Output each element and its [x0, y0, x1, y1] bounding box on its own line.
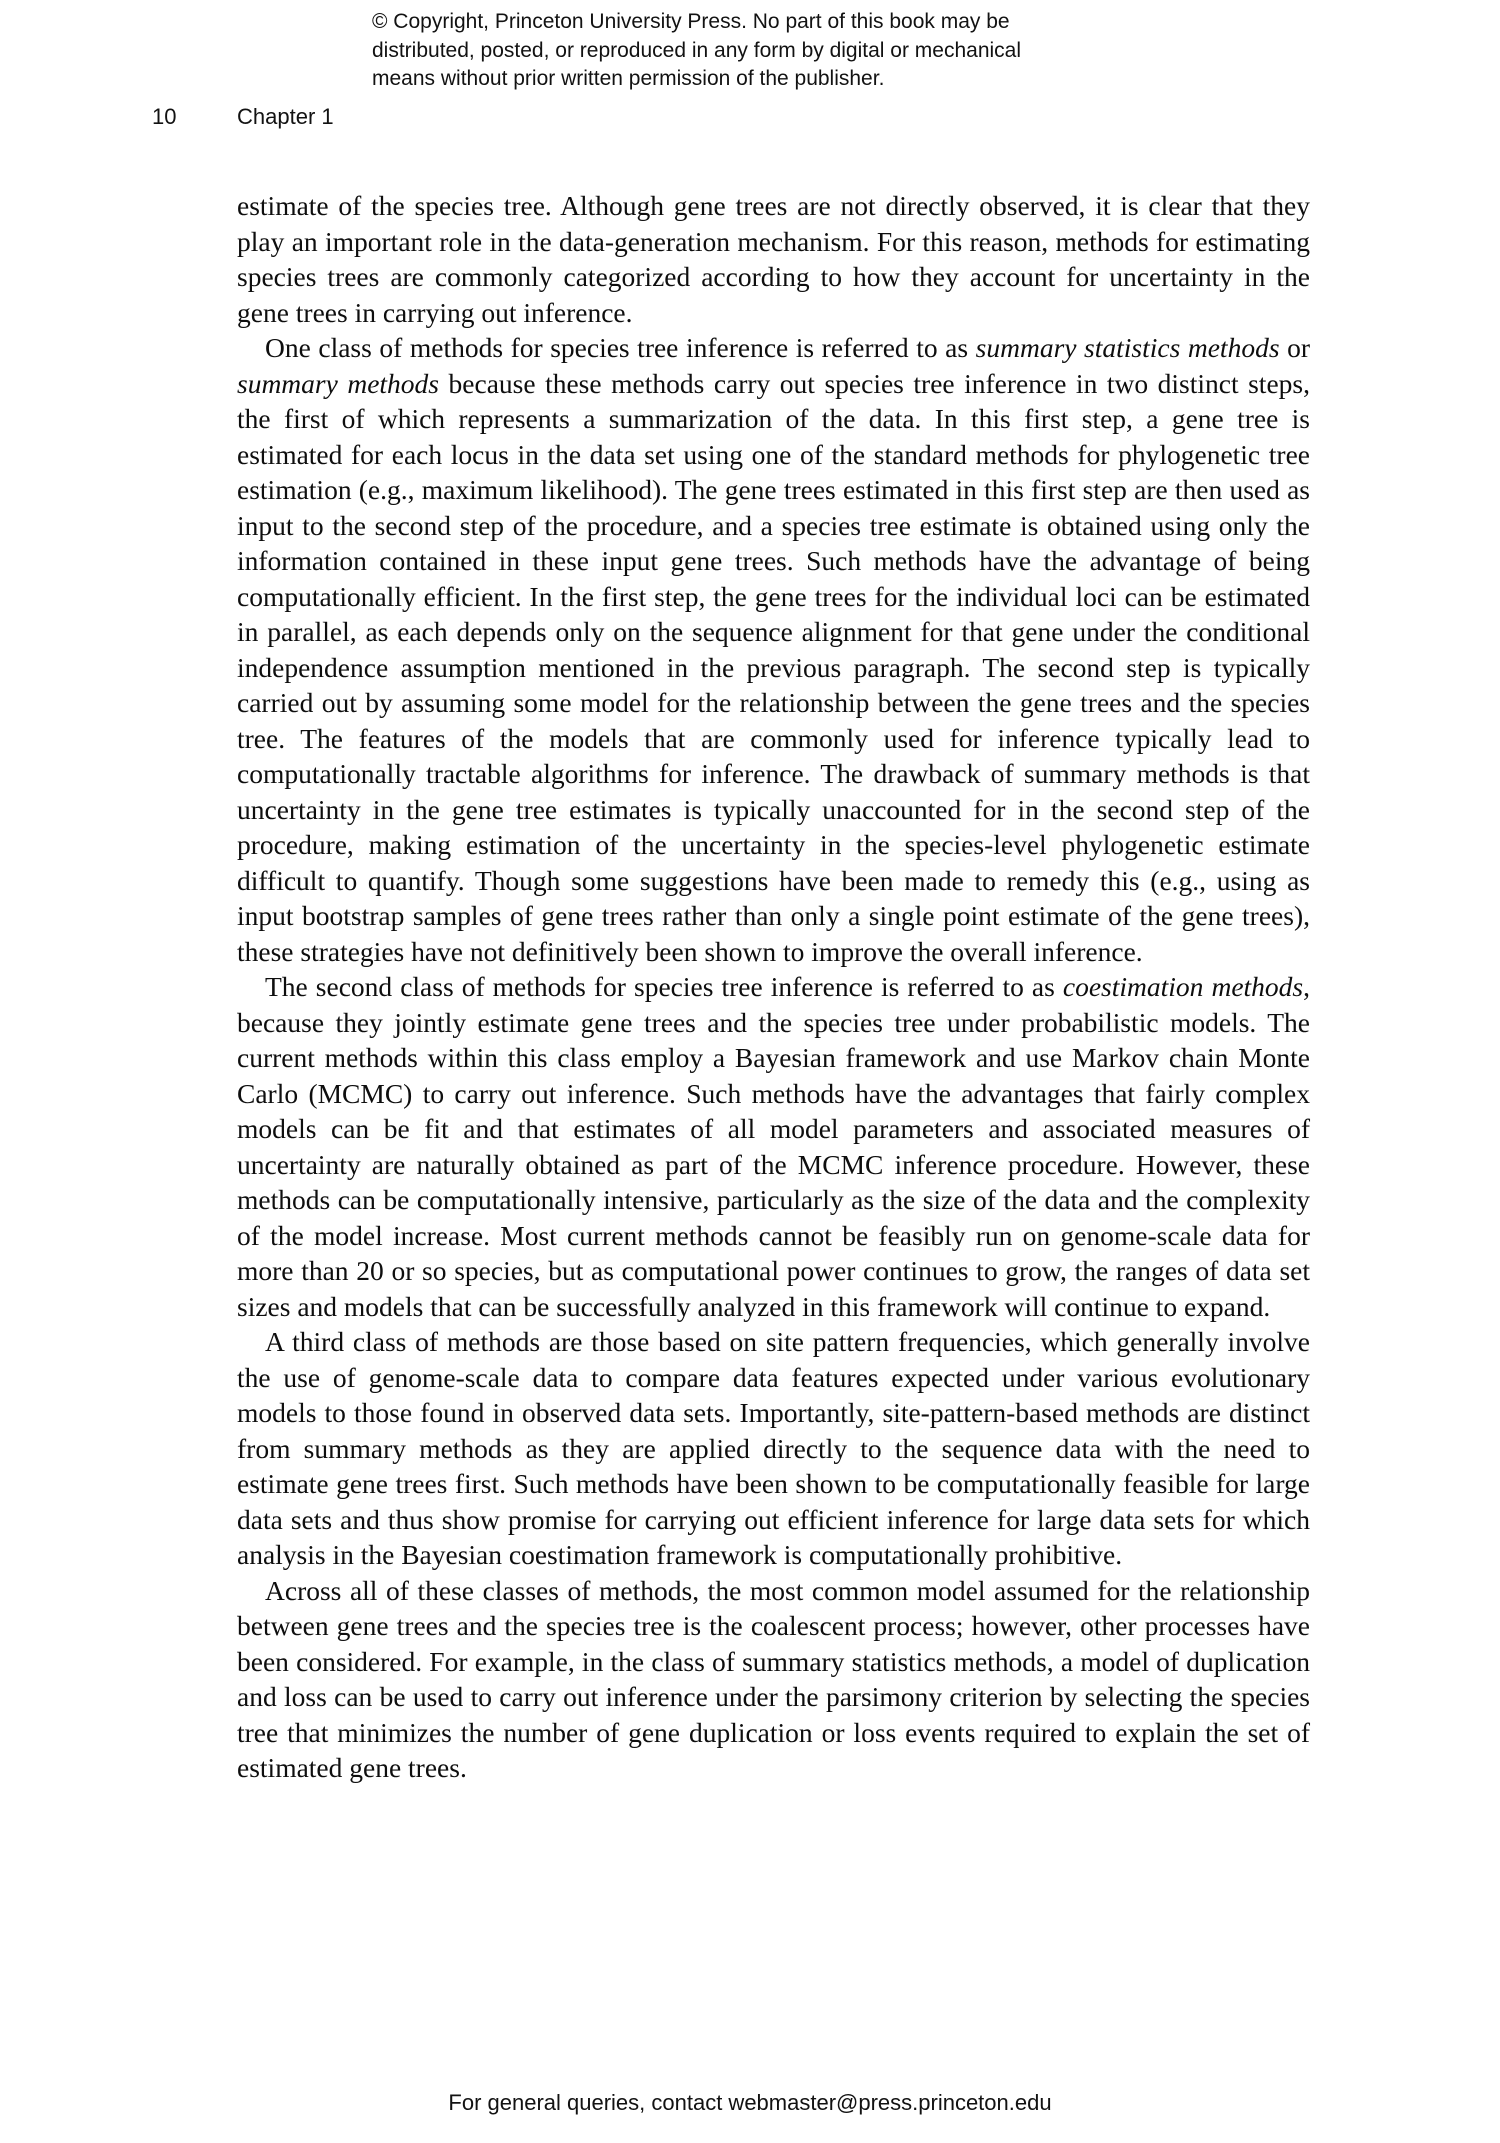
italic-text-run: coestimation methods	[1062, 971, 1304, 1002]
paragraph	[237, 1573, 1310, 1786]
copyright-notice	[372, 8, 1021, 94]
body-text	[237, 188, 1310, 1786]
running-header	[0, 104, 1500, 134]
text-run: Across all of these classes of methods, the most common model assumed for the relationship between gene trees and the species tree is the coalescent process; however, other processes have been considered. For example, in the class of summary statistics methods, a model of duplication and loss can be used to carry out inference under the parsimony criterion by selecting the species tree that minimizes the number of gene duplication or loss events required to explain the set of estimated gene trees.	[237, 1574, 1310, 1783]
paragraph	[237, 1324, 1310, 1573]
paragraph	[237, 330, 1310, 969]
text-run: , because they jointly estimate gene trees and the species tree under probabilistic models. The current methods within this class employ a Bayesian framework and use Markov chain Monte Carlo (MCMC) to carry out inference. Such methods have the advantages that fairly complex models can be fit and that estimates of all model parameters and associated measures of uncertainty are naturally obtained as part of the MCMC inference procedure. However, these methods can be computationally intensive, particularly as the size of the data and the complexity of the model increase. Most current methods cannot be feasibly run on genome-scale data for more than 20 or so species, but as computational power continues to grow, the ranges of data set sizes and models that can be successfully analyzed in this framework will continue to expand.	[237, 971, 1310, 1322]
text-run: or	[1279, 332, 1310, 363]
chapter-title: Chapter 1	[237, 104, 334, 129]
text-run: One class of methods for species tree inference is referred to as	[265, 332, 976, 363]
text-run: A third class of methods are those based on site pattern frequencies, which generally involve the use of genome-scale data to compare data features expected under various evolutionary models to those found in observed data sets. Importantly, site-pattern-based methods are distinct from summary methods as they are applied directly to the sequence data with the need to estimate gene trees first. Such methods have been shown to be computationally feasible for large data sets and thus show promise for carrying out efficient inference for large data sets for which analysis in the Bayesian coestimation framework is computationally prohibitive.	[237, 1326, 1310, 1570]
text-run: because these methods carry out species tree inference in two distinct steps, the first of which represents a summarization of the data. In this first step, a gene tree is estimated for each locus in the data set using one of the standard methods for phylogenetic tree estimation (e.g., maximum likelihood). The gene trees estimated in this first step are then used as input to the second step of the procedure, and a species tree estimate is obtained using only the information contained in these input gene trees. Such methods have the advantage of being computationally efficient. In the first step, the gene trees for the individual loci can be estimated in parallel, as each depends only on the sequence alignment for that gene under the conditional independence assumption mentioned in the previous paragraph. The second step is typically carried out by assuming some model for the relationship between the gene trees and the species tree. The features of the models that are commonly used for inference typically lead to computationally tractable algorithms for inference. The drawback of summary methods is that uncertainty in the gene tree estimates is typically unaccounted for in the second step of the procedure, making estimation of the uncertainty in the species-level phylogenetic estimate difficult to quantify. Though some suggestions have been made to remedy this (e.g., using as input bootstrap samples of gene trees rather than only a single point estimate of the gene trees), these strategies have not definitively been shown to improve the overall inference.	[237, 367, 1310, 967]
page-number: 10	[152, 104, 177, 129]
copyright-line: © Copyright, Princeton University Press. No part of this book may be	[372, 10, 1010, 33]
footer-note: For general queries, contact webmaster@press.princeton.edu	[448, 2090, 1052, 2115]
paragraph	[237, 969, 1310, 1324]
copyright-line: means without prior written permission of the publisher.	[372, 67, 885, 90]
text-run: estimate of the species tree. Although gene trees are not directly observed, it is clear that they play an important role in the data-generation mechanism. For this reason, methods for estimating species trees are commonly categorized according to how they account for uncertainty in the gene trees in carrying out inference.	[237, 190, 1310, 328]
paragraph	[237, 188, 1310, 330]
italic-text-run: summary statistics methods	[975, 332, 1280, 363]
italic-text-run: summary methods	[237, 367, 440, 399]
copyright-line: distributed, posted, or reproduced in any form by digital or mechanical	[372, 38, 1022, 62]
text-run: The second class of methods for species tree inference is referred to as	[265, 971, 1063, 1002]
